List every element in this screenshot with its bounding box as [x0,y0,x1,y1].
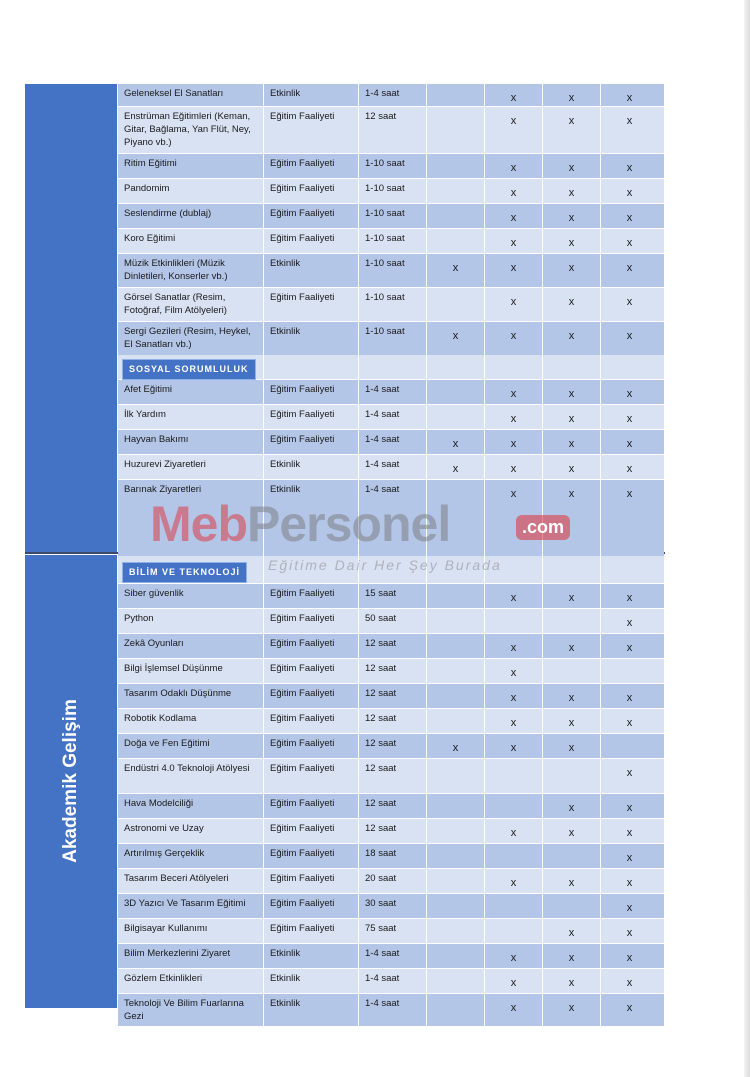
mark-cell [485,844,543,868]
mark-cell: x [485,288,543,321]
heading-sosyal-sorumluluk: SOSYAL SORUMLULUK [122,359,256,380]
activity-name: Endüstri 4.0 Teknoloji Atölyesi [118,759,264,793]
activity-name: Python [118,609,264,633]
activity-duration: 1-10 saat [359,179,427,203]
activity-type: Eğitim Faaliyeti [264,430,359,454]
activity-table-science [118,584,664,1027]
watermark-brand-gray: Personel [247,496,451,552]
activity-duration: 1-10 saat [359,322,427,355]
activity-name: Enstrüman Eğitimleri (Keman, Gitar, Bağlama, Yan Flüt, Ney, Piyano vb.) [118,107,264,153]
mark-cell: x [485,322,543,355]
mark-cell: x [626,115,633,127]
activity-name: Astronomi ve Uzay [118,819,264,843]
activity-type: Eğitim Faaliyeti [264,819,359,843]
activity-name: Artırılmış Gerçeklik [118,844,264,868]
activity-name: Seslendirme (dublaj) [118,204,264,228]
mark-cell: x [427,455,485,479]
mark-cell: x [543,944,601,968]
mark-cell [427,969,485,993]
mark-cell: x [626,952,633,964]
mark-cell: x [427,734,485,758]
activity-duration: 1-10 saat [359,229,427,253]
activity-type: Etkinlik [264,322,359,355]
activity-duration: 12 saat [359,107,427,153]
activity-type: Eğitim Faaliyeti [264,659,359,683]
heading-row-science [118,556,664,584]
activity-name: Barınak Ziyaretleri [118,480,264,559]
mark-cell: x [427,430,485,454]
activity-type: Eğitim Faaliyeti [264,919,359,943]
activity-duration: 50 saat [359,609,427,633]
table-row [118,107,664,154]
heading-bilim-ve-teknoloji: BİLİM VE TEKNOLOJİ [122,562,247,583]
mark-cell [427,179,485,203]
activity-name: Afet Eğitimi [118,380,264,404]
table-row [118,944,664,969]
mark-cell [601,734,658,758]
activity-duration: 1-4 saat [359,969,427,993]
table-row [118,204,664,229]
activity-type: Etkinlik [264,455,359,479]
activity-name: Geleneksel El Sanatları [118,84,264,106]
table-row [118,229,664,254]
mark-cell [427,380,485,404]
mark-cell: x [485,734,543,758]
activity-type: Etkinlik [264,254,359,287]
mark-cell [427,919,485,943]
activity-duration: 1-10 saat [359,254,427,287]
table-row [118,759,664,794]
activity-name: Doğa ve Fen Eğitimi [118,734,264,758]
table-row [118,254,664,288]
table-row [118,480,664,560]
mark-cell: x [485,405,543,429]
table-row [118,659,664,684]
mark-cell: x [485,634,543,658]
mark-cell: x [626,92,633,104]
activity-name: Teknoloji Ve Bilim Fuarlarına Gezi [118,994,264,1026]
activity-name: Tasarım Beceri Atölyeleri [118,869,264,893]
activity-duration: 12 saat [359,794,427,818]
mark-cell [427,684,485,708]
activity-type: Eğitim Faaliyeti [264,869,359,893]
activity-duration: 1-4 saat [359,480,427,559]
mark-cell: x [485,684,543,708]
activity-type: Eğitim Faaliyeti [264,204,359,228]
activity-type: Etkinlik [264,480,359,559]
activity-type: Eğitim Faaliyeti [264,288,359,321]
mark-cell: x [485,994,543,1026]
activity-name: Görsel Sanatlar (Resim, Fotoğraf, Film Atölyeleri) [118,288,264,321]
activity-duration: 1-10 saat [359,204,427,228]
activity-duration: 75 saat [359,919,427,943]
activity-type: Etkinlik [264,944,359,968]
mark-cell: x [543,994,601,1026]
mark-cell: x [543,919,601,943]
mark-cell [427,894,485,918]
mark-cell: x [485,709,543,733]
table-row [118,430,664,455]
mark-cell: x [485,944,543,968]
mark-cell: x [626,296,633,308]
table-row [118,322,664,356]
activity-duration: 1-4 saat [359,405,427,429]
mark-cell: x [626,852,633,864]
mark-cell: x [543,288,601,321]
activity-duration: 1-4 saat [359,380,427,404]
mark-cell [427,405,485,429]
mark-cell: x [543,455,601,479]
left-band-top [25,84,117,553]
mark-cell [427,944,485,968]
mark-cell: x [543,430,601,454]
table-row [118,684,664,709]
mark-cell: x [543,480,601,559]
activity-type: Eğitim Faaliyeti [264,709,359,733]
mark-cell: x [626,463,633,475]
mark-cell: x [485,380,543,404]
heading-row-social [118,355,664,380]
table-row [118,709,664,734]
mark-cell: x [626,642,633,654]
mark-cell: x [626,330,633,342]
activity-table-social [118,380,664,560]
mark-cell: x [543,154,601,178]
mark-cell: x [626,617,633,629]
table-row [118,869,664,894]
activity-duration: 30 saat [359,894,427,918]
activity-name: Bilim Merkezlerini Ziyaret [118,944,264,968]
activity-type: Eğitim Faaliyeti [264,154,359,178]
activity-name: Siber güvenlik [118,584,264,608]
activity-type: Eğitim Faaliyeti [264,609,359,633]
activity-type: Eğitim Faaliyeti [264,179,359,203]
table-row [118,819,664,844]
mark-cell [427,819,485,843]
mark-cell: x [626,827,633,839]
activity-duration: 1-4 saat [359,455,427,479]
activity-type: Eğitim Faaliyeti [264,584,359,608]
mark-cell: x [485,254,543,287]
mark-cell: x [626,692,633,704]
mark-cell: x [626,413,633,425]
mark-cell [601,659,658,683]
table-row [118,994,664,1027]
activity-type: Eğitim Faaliyeti [264,380,359,404]
mark-cell [427,229,485,253]
watermark-tagline: Eğitime Dair Her Şey Burada [268,557,502,573]
mark-cell [427,288,485,321]
mark-cell: x [626,877,633,889]
mark-cell: x [485,819,543,843]
mark-cell: x [543,819,601,843]
table-row [118,919,664,944]
activity-name: Sergi Gezileri (Resim, Heykel, El Sanatları vb.) [118,322,264,355]
mark-cell [427,634,485,658]
mark-cell [485,609,543,633]
mark-cell: x [485,204,543,228]
mark-cell: x [485,84,543,106]
table-row [118,380,664,405]
mark-cell: x [626,162,633,174]
watermark-brand-red: Meb [150,496,247,552]
activity-type: Etkinlik [264,969,359,993]
mark-cell [543,844,601,868]
mark-cell [427,844,485,868]
mark-cell [485,759,543,793]
activity-type: Eğitim Faaliyeti [264,794,359,818]
table-row [118,634,664,659]
activity-duration: 12 saat [359,634,427,658]
activity-duration: 20 saat [359,869,427,893]
mark-cell [543,759,601,793]
activity-name: Bilgi İşlemsel Düşünme [118,659,264,683]
table-row [118,154,664,179]
activity-duration: 12 saat [359,684,427,708]
table-row [118,794,664,819]
mark-cell: x [626,802,633,814]
mark-cell: x [543,734,601,758]
mark-cell: x [485,584,543,608]
mark-cell [543,894,601,918]
activity-name: Bilgisayar Kullanımı [118,919,264,943]
watermark-dotcom: .com [516,515,570,540]
activity-name: Hava Modelciliği [118,794,264,818]
activity-duration: 1-4 saat [359,994,427,1026]
mark-cell: x [543,84,601,106]
table-row [118,179,664,204]
activity-name: Hayvan Bakımı [118,430,264,454]
activity-name: Huzurevi Ziyaretleri [118,455,264,479]
mark-cell [543,659,601,683]
activity-type: Etkinlik [264,84,359,106]
activity-name: Gözlem Etkinlikleri [118,969,264,993]
mark-cell [427,584,485,608]
mark-cell: x [626,927,633,939]
mark-cell: x [485,179,543,203]
activity-type: Eğitim Faaliyeti [264,734,359,758]
mark-cell: x [485,480,543,559]
mark-cell [427,609,485,633]
section-label-akademik-gelisim: Akademik Gelişim [60,699,81,863]
activity-duration: 15 saat [359,584,427,608]
mark-cell: x [626,767,633,779]
mark-cell: x [543,584,601,608]
activity-duration: 12 saat [359,759,427,793]
mark-cell [427,994,485,1026]
mark-cell: x [543,709,601,733]
mark-cell: x [626,592,633,604]
mark-cell [543,609,601,633]
mark-cell: x [626,187,633,199]
activity-type: Eğitim Faaliyeti [264,759,359,793]
mark-cell: x [543,322,601,355]
mark-cell [427,107,485,153]
activity-duration: 1-4 saat [359,84,427,106]
mark-cell: x [543,204,601,228]
mark-cell [427,659,485,683]
mark-cell: x [485,455,543,479]
mark-cell: x [543,869,601,893]
table-row [118,584,664,609]
mark-cell: x [427,254,485,287]
activity-type: Eğitim Faaliyeti [264,634,359,658]
mark-cell: x [485,659,543,683]
mark-cell: x [626,212,633,224]
mark-cell: x [626,717,633,729]
activity-name: Pandomim [118,179,264,203]
mark-cell [427,84,485,106]
activity-name: Tasarım Odaklı Düşünme [118,684,264,708]
activity-duration: 12 saat [359,819,427,843]
mark-cell [427,794,485,818]
mark-cell: x [626,438,633,450]
activity-duration: 12 saat [359,734,427,758]
activity-duration: 1-10 saat [359,288,427,321]
mark-cell [427,154,485,178]
mark-cell: x [485,107,543,153]
activity-name: Ritim Eğitimi [118,154,264,178]
mark-cell: x [543,179,601,203]
page-edge [744,0,750,1077]
activity-name: İlk Yardım [118,405,264,429]
mark-cell: x [485,430,543,454]
mark-cell: x [543,684,601,708]
activity-type: Eğitim Faaliyeti [264,684,359,708]
mark-cell: x [626,1002,633,1014]
activity-duration: 12 saat [359,709,427,733]
mark-cell: x [626,977,633,989]
mark-cell [485,794,543,818]
mark-cell: x [626,902,633,914]
mark-cell [427,480,485,559]
mark-cell: x [626,237,633,249]
activity-type: Eğitim Faaliyeti [264,405,359,429]
activity-name: Müzik Etkinlikleri (Müzik Dinletileri, Konserler vb.) [118,254,264,287]
activity-type: Eğitim Faaliyeti [264,894,359,918]
mark-cell: x [543,254,601,287]
mark-cell: x [626,262,633,274]
table-row [118,455,664,480]
table-row [118,894,664,919]
mark-cell [427,759,485,793]
activity-duration: 1-4 saat [359,944,427,968]
mark-cell: x [485,229,543,253]
mark-cell: x [427,322,485,355]
activity-table-arts [118,84,664,356]
mark-cell [485,894,543,918]
table-row [118,609,664,634]
mark-cell: x [543,229,601,253]
mark-cell: x [543,107,601,153]
activity-duration: 1-4 saat [359,430,427,454]
mark-cell [427,709,485,733]
mark-cell: x [485,154,543,178]
activity-name: Zekâ Oyunları [118,634,264,658]
mark-cell: x [543,634,601,658]
table-row [118,734,664,759]
activity-type: Eğitim Faaliyeti [264,229,359,253]
table-row [118,84,664,107]
activity-duration: 12 saat [359,659,427,683]
table-row [118,405,664,430]
activity-name: 3D Yazıcı Ve Tasarım Eğitimi [118,894,264,918]
mark-cell: x [543,380,601,404]
mark-cell: x [485,969,543,993]
mark-cell [485,919,543,943]
mark-cell [427,204,485,228]
mark-cell: x [543,794,601,818]
mark-cell: x [626,388,633,400]
activity-duration: 1-10 saat [359,154,427,178]
table-row [118,844,664,869]
table-row [118,288,664,322]
activity-duration: 18 saat [359,844,427,868]
mark-cell: x [543,969,601,993]
mark-cell: x [626,488,633,500]
activity-name: Koro Eğitimi [118,229,264,253]
activity-type: Etkinlik [264,994,359,1026]
table-row [118,969,664,994]
mark-cell: x [485,869,543,893]
activity-name: Robotik Kodlama [118,709,264,733]
mark-cell: x [543,405,601,429]
activity-type: Eğitim Faaliyeti [264,107,359,153]
mark-cell [427,869,485,893]
activity-type: Eğitim Faaliyeti [264,844,359,868]
